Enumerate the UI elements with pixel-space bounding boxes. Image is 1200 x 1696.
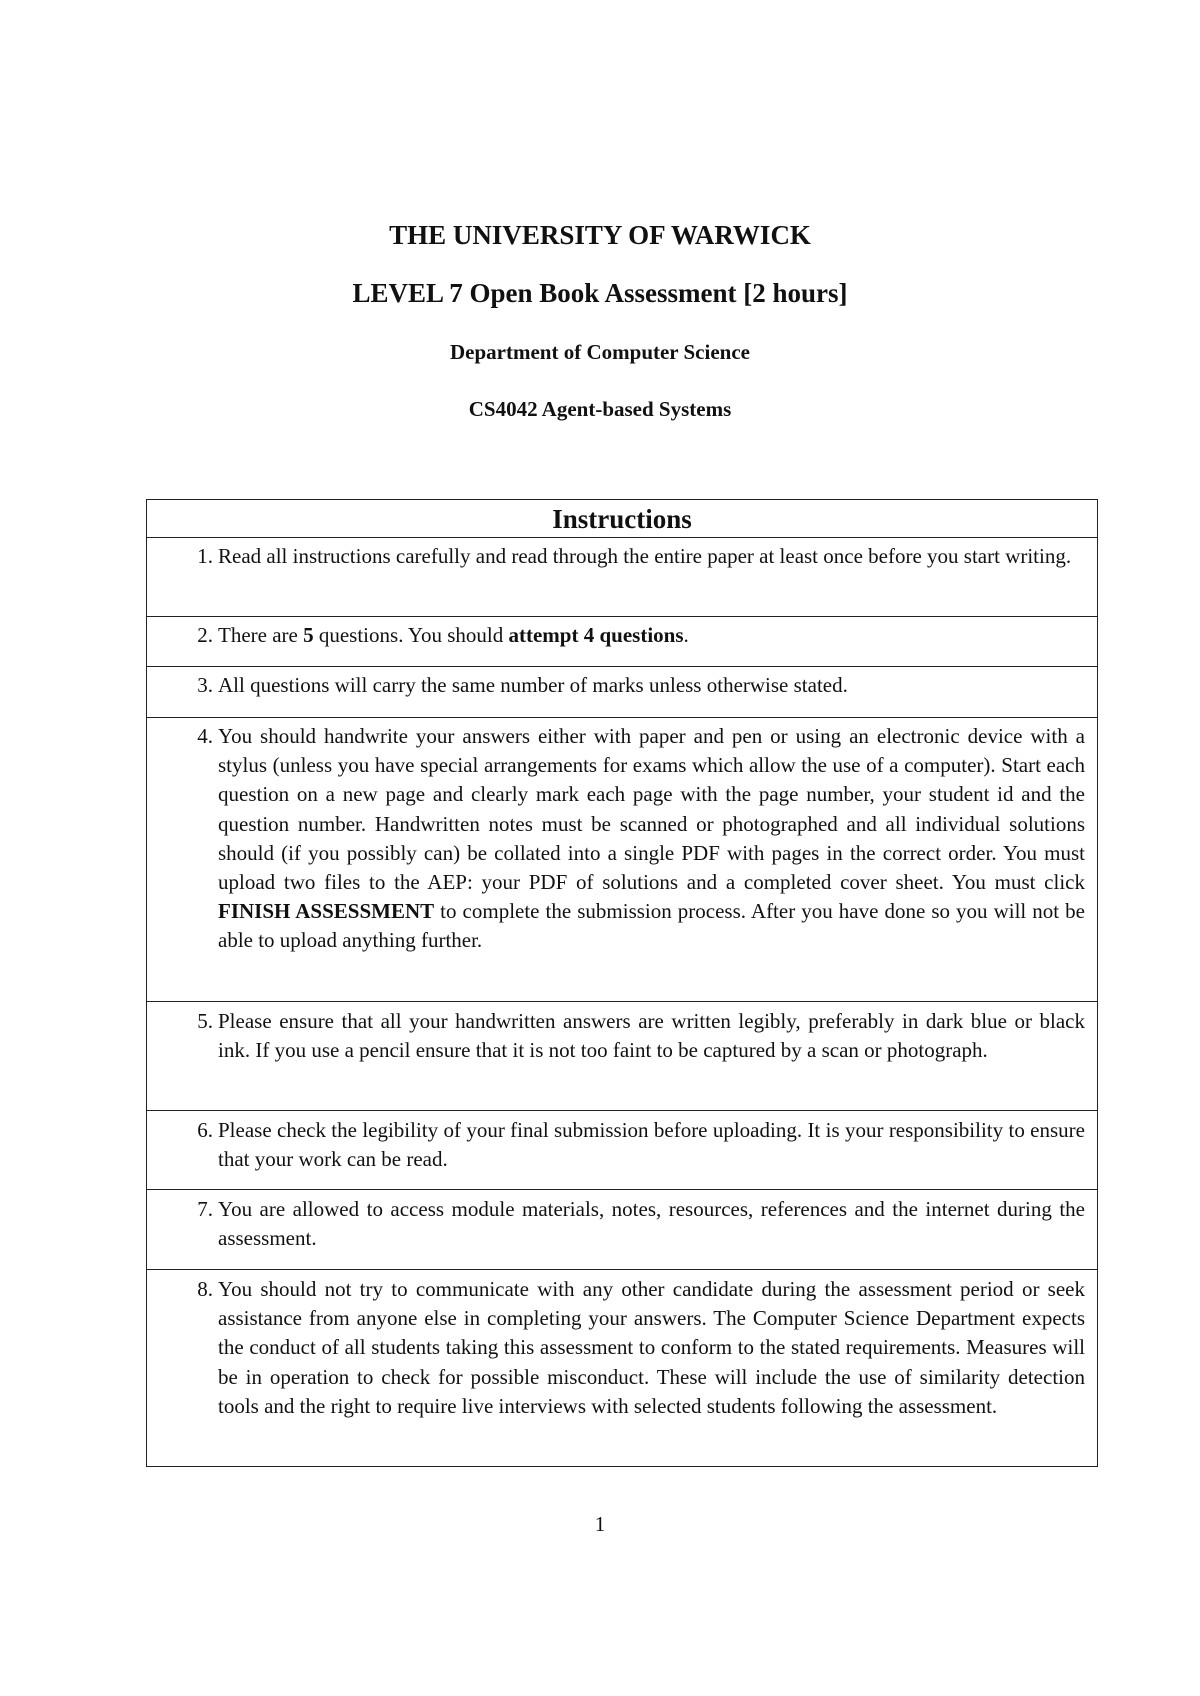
instruction-text-part: questions. You should — [313, 623, 509, 647]
instruction-text: Read all instructions carefully and read through the entire paper at least once before you start writing. — [218, 544, 1072, 568]
instruction-text-part: to complete the submission process. After you have done so you will not be able to upload anything further. — [218, 899, 1085, 953]
instruction-item — [147, 617, 1097, 667]
instruction-text: You should not try to communicate with any other candidate during the assessment period or seek assistance from anyone else in completing your answers. The Computer Science Department expects the conduct of all students taking this assessment to conform to the stated requirements. Measures will be in operation to check for possible misconduct. These will include the use of similarity detection tools and the right to require live interviews with selected students following the assessment. — [218, 1277, 1085, 1418]
instruction-text — [218, 724, 1085, 952]
instruction-item — [147, 1002, 1097, 1111]
instruction-text: All questions will carry the same number of marks unless otherwise stated. — [218, 673, 848, 697]
finish-assessment-label: FINISH ASSESSMENT — [218, 899, 435, 924]
attempt-requirement: attempt 4 questions — [508, 623, 684, 647]
instruction-number: 5. — [197, 1009, 213, 1033]
instruction-text — [218, 623, 689, 647]
instruction-item — [147, 667, 1097, 718]
page-number: 1 — [594, 1512, 606, 1536]
instruction-text: You are allowed to access module materials, notes, resources, references and the internet during the assessment. — [218, 1197, 1085, 1251]
university-title: THE UNIVERSITY OF WARWICK — [389, 220, 811, 250]
instruction-number: 8. — [197, 1277, 213, 1301]
instruction-text-part: . — [683, 623, 689, 647]
instruction-item — [147, 1190, 1097, 1270]
instruction-item — [147, 538, 1097, 617]
instruction-number: 6. — [197, 1118, 213, 1142]
instructions-heading: Instructions — [147, 500, 1097, 538]
instruction-number: 4. — [197, 724, 213, 748]
instruction-item — [147, 718, 1097, 1002]
department-name: Department of Computer Science — [450, 340, 750, 364]
instruction-text-part: You should handwrite your answers either with paper and pen or using an electronic device with a stylus (unless you have special arrangements for exams which allow the use of a computer). Start each question on a new page and clearly mark each page with the page number, your student id and the question number. Handwritten notes must be scanned or photographed and all individual solutions should (if you possibly can) be collated into a single PDF with pages in the correct order. You must upload two files to the AEP: your PDF of solutions and a completed cover sheet. You must click — [218, 724, 1085, 895]
instruction-text: Please check the legibility of your final submission before uploading. It is your responsibility to ensure that your work can be read. — [218, 1118, 1085, 1172]
instruction-item — [147, 1270, 1097, 1466]
instruction-number: 2. — [197, 623, 213, 647]
instruction-number: 7. — [197, 1197, 213, 1221]
instruction-number: 3. — [197, 673, 213, 697]
module-name: CS4042 Agent-based Systems — [468, 397, 732, 421]
instructions-table — [146, 499, 1098, 1467]
instruction-number: 1. — [197, 544, 213, 568]
instruction-text-part: There are — [218, 623, 304, 647]
instruction-item — [147, 1111, 1097, 1190]
instruction-text: Please ensure that all your handwritten answers are written legibly, preferably in dark blue or black ink. If you use a pencil ensure that it is not too faint to be captured by a scan or photograph. — [218, 1009, 1085, 1063]
question-count: 5 — [303, 623, 314, 647]
assessment-level-title: LEVEL 7 Open Book Assessment [2 hours] — [352, 278, 848, 308]
